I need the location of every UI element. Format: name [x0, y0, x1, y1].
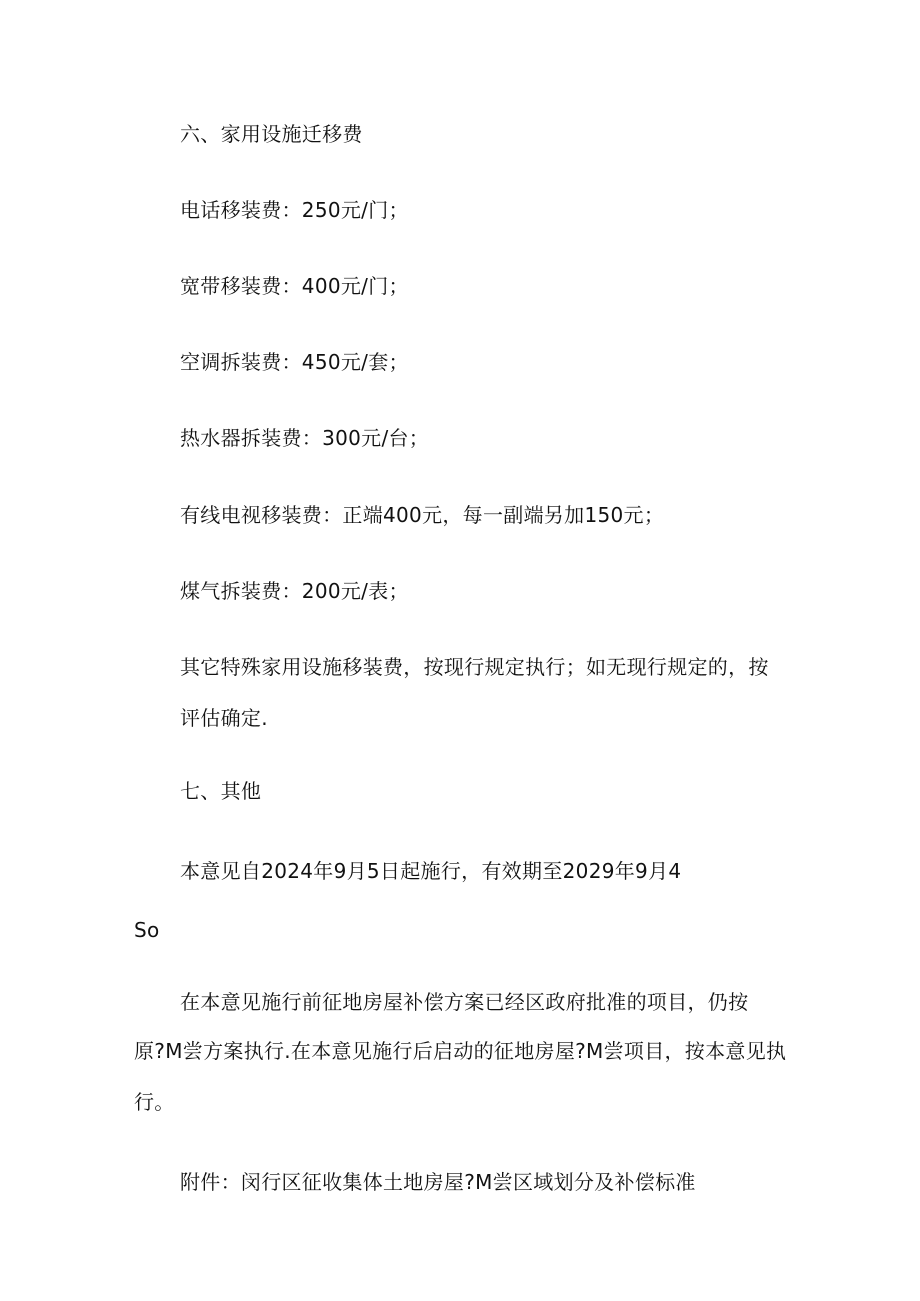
fee-item-cable-tv: 有线电视移装费：正端400元，每一副端另加150元；	[180, 503, 665, 527]
transition-paragraph-line-3: 行。	[134, 1090, 175, 1114]
effective-date-line-2: So	[134, 918, 160, 942]
fee-item-gas: 煤气拆装费：200元/表；	[180, 579, 409, 603]
fee-item-telephone: 电话移装费：250元/门；	[180, 198, 409, 222]
fee-item-broadband: 宽带移装费：400元/门；	[180, 274, 409, 298]
other-facilities-paragraph-line-2: 评估确定.	[180, 706, 268, 730]
other-facilities-paragraph-line-1: 其它特殊家用设施移装费，按现行规定执行；如无现行规定的，按	[180, 655, 769, 679]
section-6-heading: 六、家用设施迁移费	[180, 122, 363, 146]
fee-item-water-heater: 热水器拆装费：300元/台；	[180, 426, 430, 450]
attachment-line: 附件：闵行区征收集体土地房屋?M尝区域划分及补偿标准	[180, 1170, 696, 1194]
effective-date-line-1: 本意见自2024年9月5日起施行，有效期至2029年9月4	[180, 859, 682, 883]
transition-paragraph-line-1: 在本意见施行前征地房屋补偿方案已经区政府批准的项目，仍按	[180, 990, 749, 1014]
section-7-heading: 七、其他	[180, 779, 262, 803]
fee-item-air-conditioner: 空调拆装费：450元/套；	[180, 350, 409, 374]
transition-paragraph-line-2: 原?M尝方案执行.在本意见施行后启动的征地房屋?M尝项目，按本意见执	[134, 1039, 787, 1063]
